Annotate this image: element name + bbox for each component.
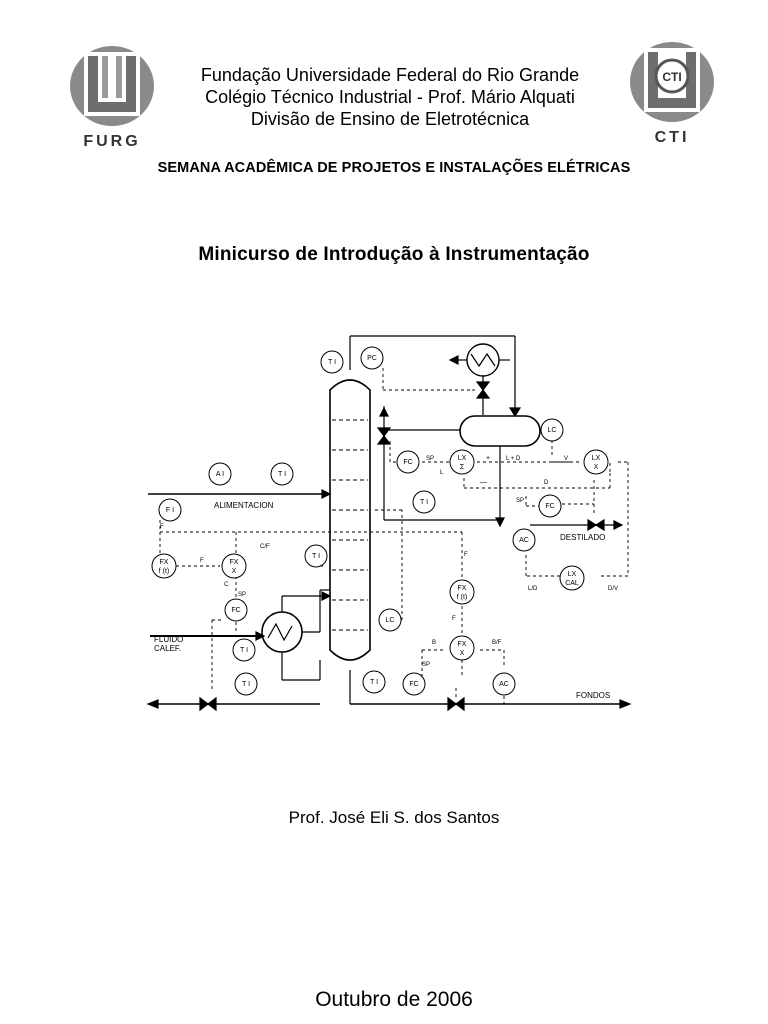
course-title: Minicurso de Introdução à Instrumentação: [198, 244, 590, 265]
ti-calef1: T I: [239, 647, 249, 654]
pc: PC: [367, 355, 377, 362]
label-sp-2: SP: [516, 498, 525, 504]
division-name: Divisão de Ensino de Eletrotécnica: [250, 109, 530, 129]
lc-bottom: LC: [385, 617, 395, 624]
institution-header: [130, 64, 650, 130]
label-alimentacion: ALIMENTACION: [214, 501, 274, 510]
distillation-control-diagram: [140, 320, 640, 720]
ai: A I: [215, 471, 225, 478]
ti-top: T I: [327, 359, 337, 366]
ti-mid: T I: [419, 499, 429, 506]
fc-top: FC: [403, 459, 413, 466]
ac-bottom: AC: [499, 681, 509, 688]
ti-bottom: T I: [369, 679, 379, 686]
fx-ft: FX: [159, 559, 169, 566]
fx-x-op: X: [231, 568, 237, 575]
label-sp-4: SP: [422, 662, 431, 668]
fx-x: FX: [229, 559, 239, 566]
label-lpd: L + D: [506, 456, 521, 462]
label-cf: C/F: [260, 544, 270, 550]
label-b: B: [432, 640, 437, 646]
lx-mul: LX: [591, 455, 601, 462]
label-fondos: FONDOS: [576, 691, 611, 700]
lx-sum: LX: [457, 455, 467, 462]
label-sp-1: SP: [426, 456, 435, 462]
label-v: V: [564, 456, 569, 462]
label-d: D: [544, 480, 549, 486]
label-fluido: FLUIDO: [154, 635, 184, 644]
fx-right: FX: [457, 585, 467, 592]
fx-right-op: f (t): [456, 594, 468, 601]
lc-top: LC: [547, 427, 557, 434]
ac-dest: AC: [519, 537, 529, 544]
reflux-drum: [460, 416, 540, 446]
furg-logo-text: FURG: [83, 133, 141, 150]
lx-mul-op: X: [593, 464, 599, 471]
reboiler: [262, 612, 302, 652]
label-f-1: F: [160, 524, 164, 530]
publication-date: Outubro de 2006: [315, 988, 473, 1011]
label-dv: D/V: [608, 586, 619, 592]
event-title: SEMANA ACADÊMICA DE PROJETOS E INSTALAÇÕES ELÉTRICAS: [157, 160, 631, 176]
fc-calef: FC: [231, 607, 241, 614]
fi: F I: [165, 507, 175, 514]
label-bf: B/F: [492, 640, 502, 646]
label-plus: +: [486, 455, 491, 462]
lx-cal-op: CAL: [565, 580, 579, 587]
institution-name: Fundação Universidade Federal do Rio Grande: [200, 65, 580, 85]
fc-bottom: FC: [409, 681, 419, 688]
label-sp-3: SP: [238, 592, 247, 598]
lx-cal: LX: [567, 571, 577, 578]
label-ld: L/D: [528, 586, 538, 592]
label-minus: —: [480, 479, 487, 486]
cti-logo-text: CTI: [654, 129, 690, 146]
label-l: L: [440, 470, 444, 476]
label-c: C: [224, 582, 229, 588]
label-f-3: F: [464, 552, 468, 558]
distillation-column: [330, 380, 370, 660]
ti-feed: T I: [277, 471, 287, 478]
fc-dest: FC: [545, 503, 555, 510]
ti-col: T I: [311, 553, 321, 560]
fx-ft-op: f (t): [158, 568, 170, 575]
author: Prof. José Eli S. dos Santos: [288, 808, 500, 827]
label-f-2: F: [200, 558, 204, 564]
svg-text:CTI: CTI: [662, 70, 682, 84]
lx-sum-op: Σ: [459, 464, 465, 471]
college-name: Colégio Técnico Industrial - Prof. Mário Alquati: [205, 87, 575, 107]
label-calef: CALEF.: [154, 644, 182, 653]
label-destilado: DESTILADO: [560, 533, 606, 542]
fx-b: FX: [457, 641, 467, 648]
label-f-4: F: [452, 616, 456, 622]
ti-calef2: T I: [241, 681, 251, 688]
fx-b-op: X: [459, 650, 465, 657]
